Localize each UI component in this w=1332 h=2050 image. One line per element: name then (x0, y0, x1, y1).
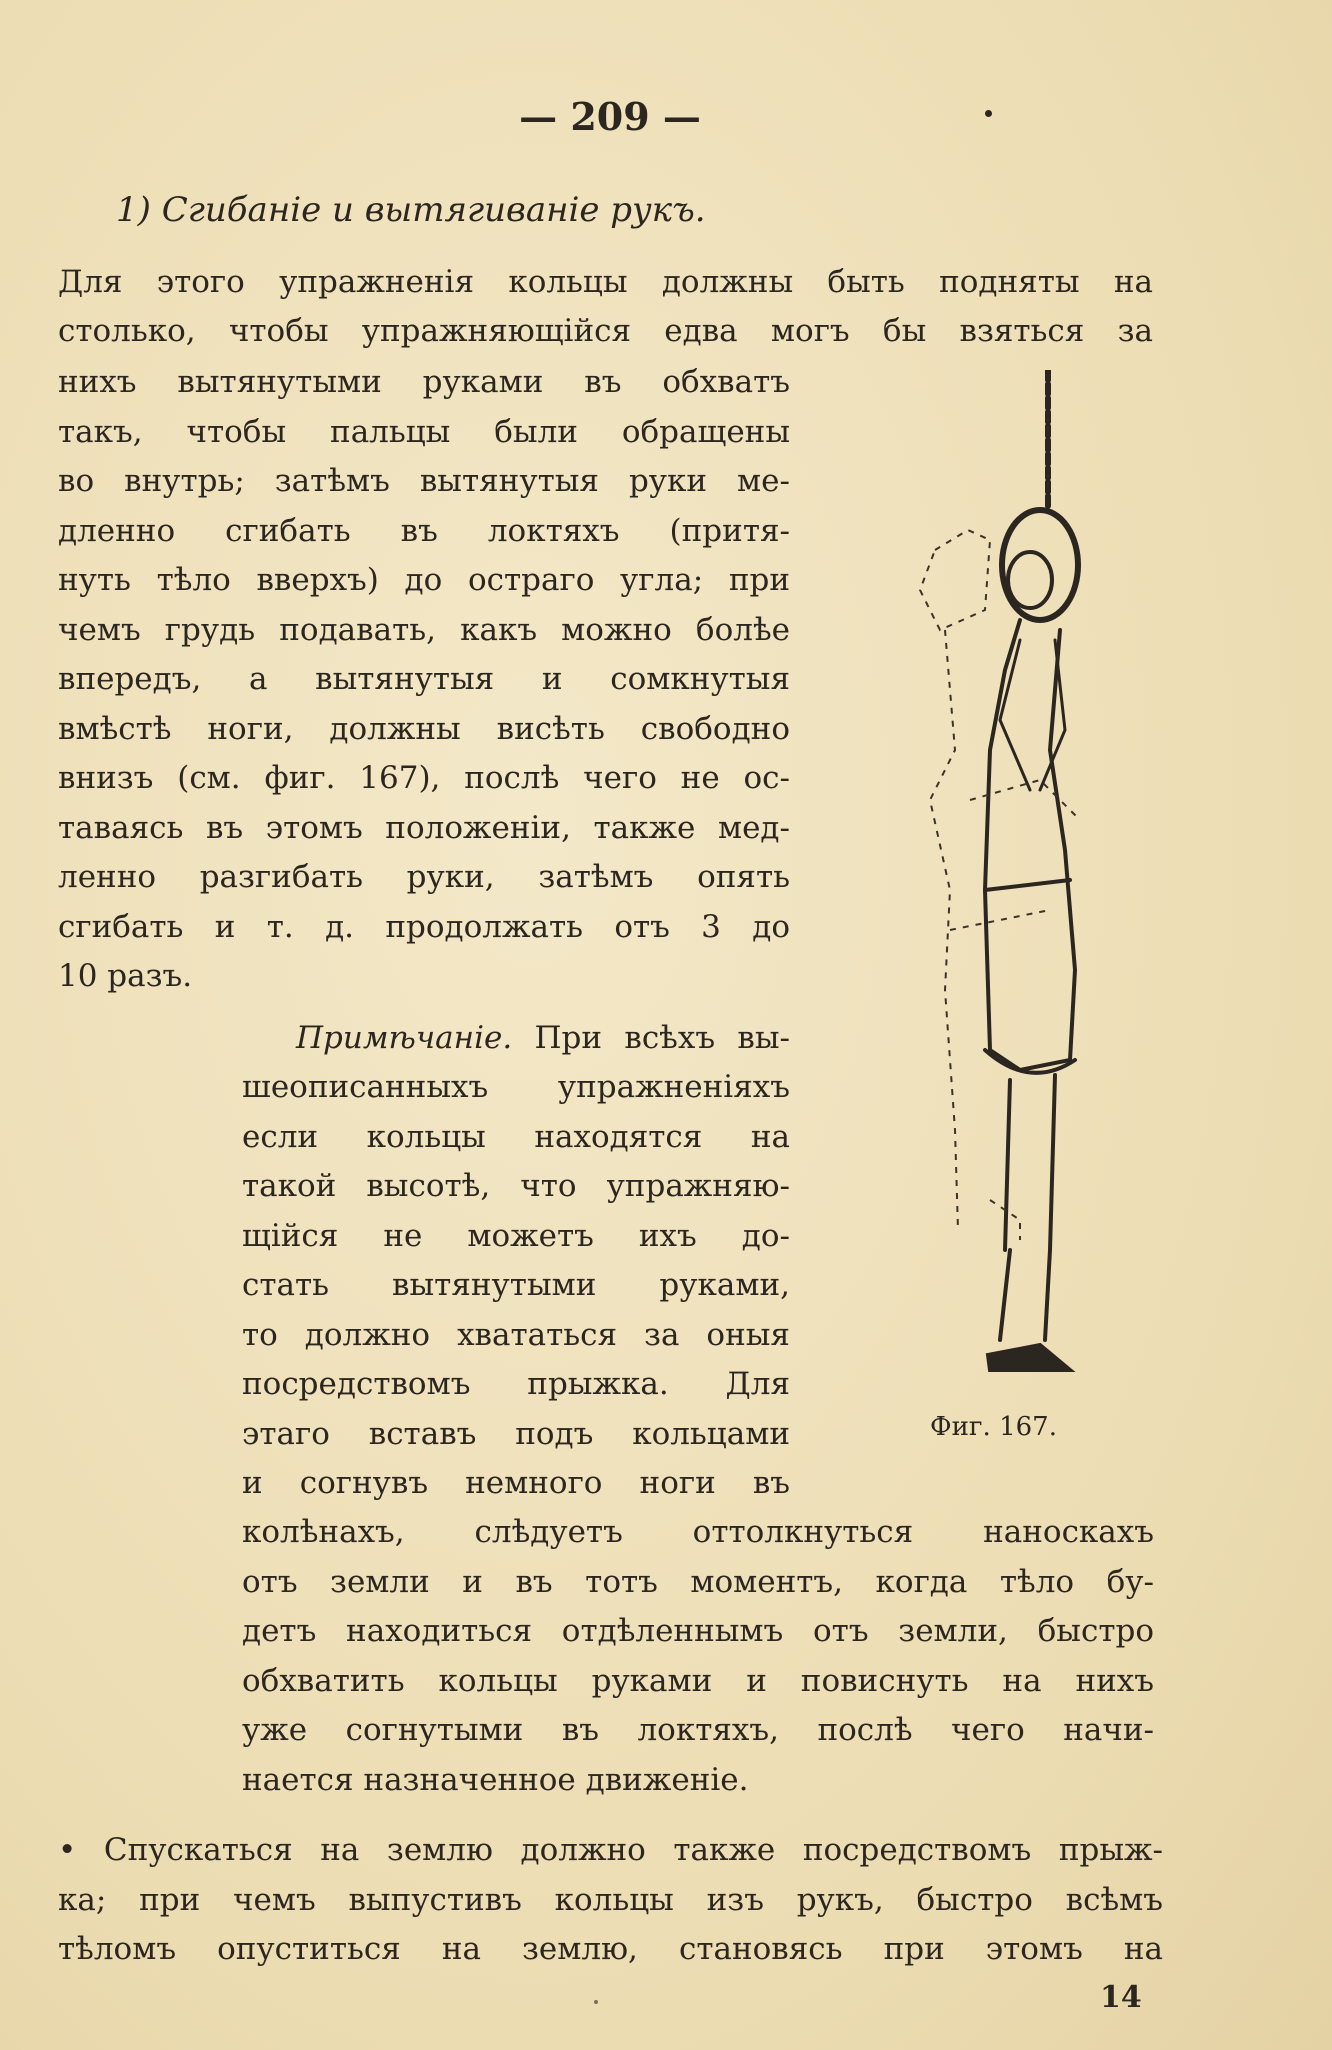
figure-167-ring-hang-illustration (880, 370, 1100, 1400)
figure-caption: Фиг. 167. (930, 1412, 1057, 1442)
note-first-rest: При всѣхъ вы- (512, 1020, 790, 1056)
note-line: шеописанныхъ упражненіяхъ (242, 1069, 790, 1105)
note-line: уже согнутыми въ локтяхъ, послѣ чего начи- (242, 1712, 1154, 1748)
note-line: то должно хвататься за оныя (242, 1316, 790, 1353)
text-line: впередъ, а вытянутыя и сомкнутыя (58, 661, 790, 697)
stray-mark (594, 2000, 598, 2004)
text-line: Для этого упражненія кольцы должны быть подняты на (58, 264, 1153, 300)
note-line: нается назначенное движеніе. (242, 1761, 749, 1798)
note-line: отъ земли и въ тотъ моментъ, когда тѣло бу- (242, 1563, 1154, 1600)
printer-dot (985, 110, 992, 117)
text-line: тѣломъ опуститься на землю, становясь при этомъ на (58, 1931, 1163, 1967)
text-line: столько, чтобы упражняющійся едва могъ бы взяться за (58, 313, 1153, 349)
note-line: обхватить кольцы руками и повиснуть на нихъ (242, 1662, 1154, 1699)
text-line: нихъ вытянутыми руками въ обхватъ (58, 364, 790, 400)
text-line: ленно разгибать руки, затѣмъ опять (58, 859, 790, 895)
text-line: такъ, чтобы пальцы были обращены (58, 413, 790, 450)
text-line: вмѣстѣ ноги, должны висѣть свободно (58, 710, 790, 747)
note-label: Примѣчаніе. (296, 1020, 513, 1056)
note-line: такой высотѣ, что упражняю- (242, 1168, 790, 1204)
text-line: внизъ (см. фиг. 167), послѣ чего не ос- (58, 760, 790, 796)
page-number: — 209 — (519, 94, 701, 139)
section-heading: 1) Сгибаніе и вытягиваніе рукъ. (116, 190, 706, 230)
note-first-line (296, 1018, 790, 1058)
text-line: • Спускаться на землю должно также посредствомъ прыж- (58, 1832, 1163, 1868)
text-line: чемъ грудь подавать, какъ можно болѣе (58, 611, 790, 648)
text-line: во внутрь; затѣмъ вытянутыя руки ме- (58, 463, 790, 499)
note-line: посредствомъ прыжка. Для (242, 1366, 790, 1402)
text-line: ка; при чемъ выпустивъ кольцы изъ рукъ, быстро всѣмъ (58, 1881, 1163, 1918)
text-line: сгибать и т. д. продолжать отъ 3 до (58, 908, 790, 945)
text-line: дленно сгибать въ локтяхъ (притя- (58, 512, 790, 549)
note-line: если кольцы находятся на (242, 1118, 790, 1155)
text-line: таваясь въ этомъ положеніи, также мед- (58, 809, 790, 846)
note-line: детъ находиться отдѣленнымъ отъ земли, быстро (242, 1613, 1154, 1649)
signature-mark: 14 (1100, 1980, 1142, 2015)
text-line: нуть тѣло вверхъ) до остраго угла; при (58, 562, 790, 598)
note-line: и согнувъ немного ноги въ (242, 1465, 790, 1501)
note-line: стать вытянутыми руками, (242, 1267, 790, 1303)
note-line: колѣнахъ, слѣдуетъ оттолкнуться наноскахъ (242, 1514, 1154, 1550)
text-line: 10 разъ. (58, 958, 193, 994)
note-line: щійся не можетъ ихъ до- (242, 1217, 790, 1254)
note-line: этаго вставъ подъ кольцами (242, 1415, 790, 1452)
